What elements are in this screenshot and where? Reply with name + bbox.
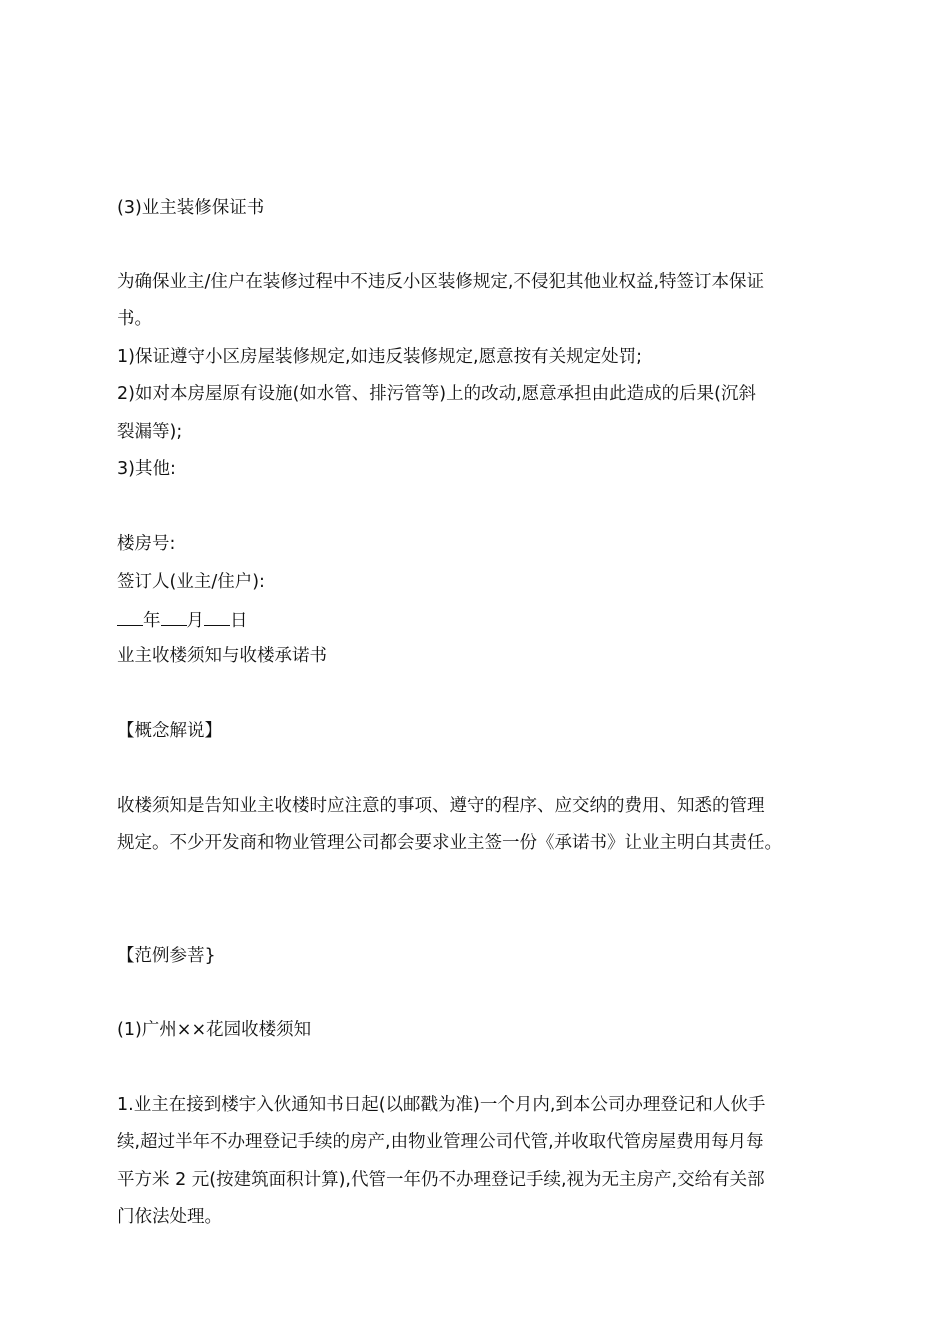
clause-1-line-1: 1.业主在接到楼宇入伙通知书日起(以邮戳为准)一个月内,到本公司办理登记和人伙手	[117, 1095, 766, 1115]
item-3: 3)其他:	[117, 459, 176, 479]
concept-text-line-1: 收楼须知是告知业主收楼时应注意的事项、遵守的程序、应交纳的费用、知悉的管理	[117, 796, 765, 816]
signer-label: 签订人(业主/住户):	[117, 572, 265, 592]
date-line	[117, 607, 852, 633]
example-title: (1)广州××花园收楼须知	[117, 1020, 312, 1040]
intro-line-2: 书。	[117, 309, 152, 329]
item-2-line-1: 2)如对本房屋原有设施(如水管、排污管等)上的改动,愿意承担由此造成的后果(沉斜	[117, 384, 757, 404]
clause-1-line-3: 平方米 2 元(按建筑面积计算),代管一年仍不办理登记手续,视为无主房产,交给有关部	[117, 1170, 765, 1190]
clause-1-line-2: 续,超过半年不办理登记手续的房产,由物业管理公司代管,并收取代管房屋费用每月每	[117, 1132, 764, 1152]
item-1: 1)保证遵守小区房屋装修规定,如违反装修规定,愿意按有关规定处罚;	[117, 347, 642, 367]
section-title: (3)业主装修保证书	[117, 198, 265, 218]
building-number-label: 楼房号:	[117, 534, 176, 554]
concept-heading: 【概念解说】	[117, 721, 222, 741]
year-label: 年	[143, 611, 161, 631]
example-heading: 【范例参菩}	[117, 946, 216, 966]
year-blank	[117, 607, 143, 626]
month-blank	[161, 607, 187, 626]
next-title: 业主收楼须知与收楼承诺书	[117, 646, 327, 666]
day-blank	[204, 607, 230, 626]
clause-1-line-4: 门依法处理。	[117, 1207, 222, 1227]
concept-text-line-2: 规定。不少开发商和物业管理公司都会要求业主签一份《承诺书》让业主明白其责任。	[117, 833, 782, 853]
month-label: 月	[186, 611, 204, 631]
intro-line-1: 为确保业主/住户在装修过程中不违反小区装修规定,不侵犯其他业权益,特签订本保证	[117, 272, 765, 292]
item-2-line-2: 裂漏等);	[117, 422, 183, 442]
day-label: 日	[230, 611, 248, 631]
